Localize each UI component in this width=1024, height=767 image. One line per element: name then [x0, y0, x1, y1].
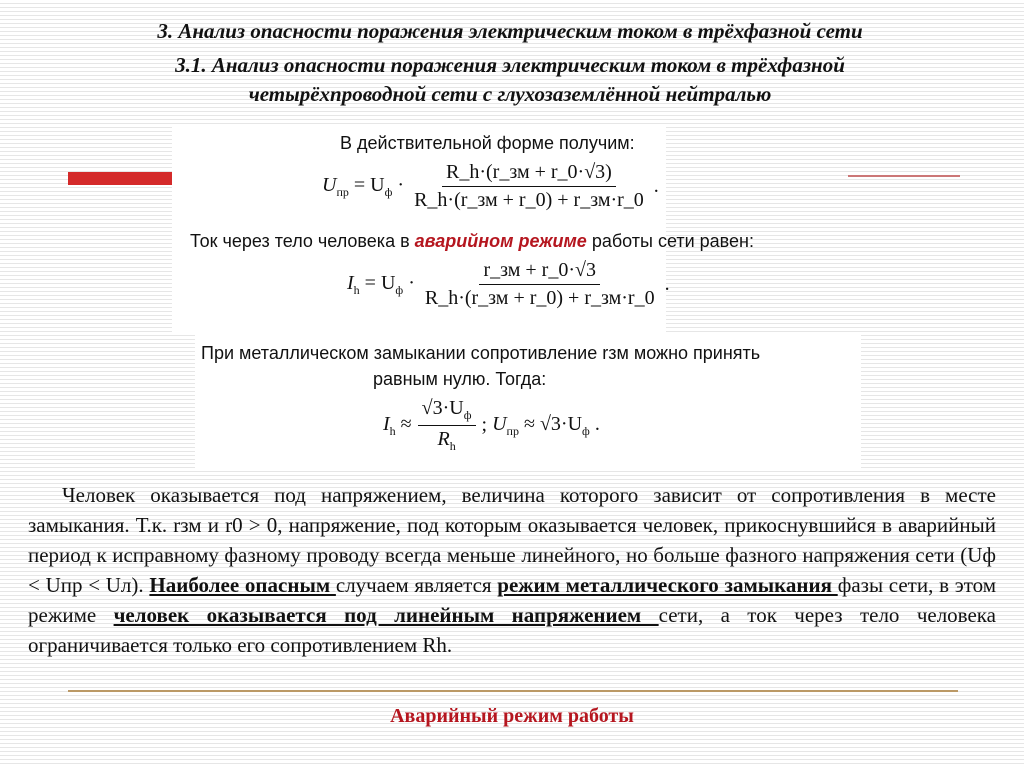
formula1-eq: = U	[353, 173, 385, 196]
metallic-short-emphasis: режим металлического замыкания	[497, 573, 838, 597]
formula-panel-2	[195, 333, 861, 468]
formula1-lhs: U	[322, 173, 337, 196]
formula2-end: .	[664, 273, 670, 295]
slide-title-line-3: четырёхпроводной сети с глухозаземлённой нейтралью	[248, 82, 772, 106]
formula3-rhs-eq: ≈ √3·U	[523, 412, 583, 435]
formula1-fraction	[410, 161, 648, 212]
red-accent-bar	[68, 172, 178, 185]
formula3-denominator: R	[437, 428, 450, 450]
formula3-end: .	[594, 412, 600, 435]
explanation-part-2: случаем является	[335, 573, 498, 597]
explanation-part-3: фазы сети, в этом режиме	[28, 573, 997, 627]
formula2-lhs-sub: h	[353, 282, 360, 297]
formula3-rhs-eq-sub: ф	[582, 423, 590, 438]
panel2-intro-text: При металлическом замыкании сопротивление rзм можно принять	[201, 343, 761, 363]
formula-metallic-short	[383, 397, 600, 454]
slide-title-line-1: 3. Анализ опасности поражения электрическим током в трёхфазной сети	[157, 19, 863, 43]
formula2-fraction	[421, 259, 659, 310]
formula1-end: .	[653, 175, 659, 197]
formula1-denominator: R_h·(r_зм + r_0) + r_зм·r_0	[414, 189, 644, 211]
explanation-part-4: сети, а ток через тело человека ограничивается только его сопротивлением Rh.	[28, 603, 997, 657]
formula2-eq-sub: ф	[395, 282, 404, 297]
formula3-denominator-sub: h	[449, 439, 456, 453]
most-dangerous-emphasis: Наиболее опасным	[149, 573, 336, 597]
formula3-lhs-sub: h	[389, 423, 396, 438]
formula-ih: $I_h = U_ф$ · $\frac{r\_зм + r\_0\cdot√3}{R\_h\cdot(r\_зм + r\_0) + r\_зм\cdot r\_0}$ .	[347, 259, 670, 309]
formula2-denominator: R_h·(r_зм + r_0) + r_зм·r_0	[424, 287, 655, 309]
line-voltage-emphasis: человек оказывается под линейным напряжением	[113, 603, 659, 627]
divider-line	[68, 690, 958, 692]
panel1-current-text	[190, 231, 754, 252]
current-text-prefix: Ток через тело человека в	[190, 231, 415, 251]
formula3-lhs: I	[383, 412, 390, 435]
formula2-eq: = U	[364, 271, 396, 294]
formula-upr: $U_{пр} = U_ф$ · $\frac{R\_h\cdot(r\_зм + r\_0\cdot√3)}{R\_h\cdot(r\_зм + r\_0) + r\_зм\cdot r\_0}$ .	[322, 161, 659, 211]
formula3-fraction	[418, 397, 476, 454]
formula2-numerator: r_зм + r_0·√3	[479, 259, 600, 285]
explanation-paragraph	[28, 480, 996, 660]
formula3-approx: ≈	[400, 412, 412, 435]
formula3-rhs: U	[492, 412, 507, 435]
formula-panel-1	[172, 125, 754, 333]
formula3-numerator: √3·U	[421, 397, 464, 419]
explanation-part-1: Человек оказывается под напряжением, величина которого зависит от сопротивления в месте замыкания. Т.к. rзм и r0 > 0, напряжение, под которым оказывается человек, прикоснувшийся в аварийный период к исправному фазному проводу всегда меньше линейного, но больше фазного напряжения сети (Uф < Uпр < Uл).	[28, 483, 996, 597]
formula1-lhs-sub: пр	[336, 184, 349, 199]
accent-line-right	[848, 175, 960, 177]
formula1-eq-sub: ф	[384, 184, 393, 199]
panel2-then-text: равным нулю. Тогда:	[373, 369, 547, 389]
formula3-rhs-sub: пр	[506, 423, 519, 438]
current-text-suffix: работы сети равен:	[586, 231, 754, 251]
emergency-mode-highlight: аварийном режиме	[414, 231, 587, 251]
formula3-numerator-sub: ф	[463, 408, 472, 422]
formula2-lhs: I	[347, 271, 354, 294]
footer-caption: Аварийный режим работы	[390, 705, 634, 727]
panel1-intro-text: В действительной форме получим:	[340, 133, 635, 153]
slide-title-line-2: 3.1. Анализ опасности поражения электрическим током в трёхфазной	[175, 53, 845, 77]
formula1-numerator: R_h·(r_зм + r_0·√3)	[442, 161, 616, 187]
formula3-sep: ;	[481, 414, 488, 436]
